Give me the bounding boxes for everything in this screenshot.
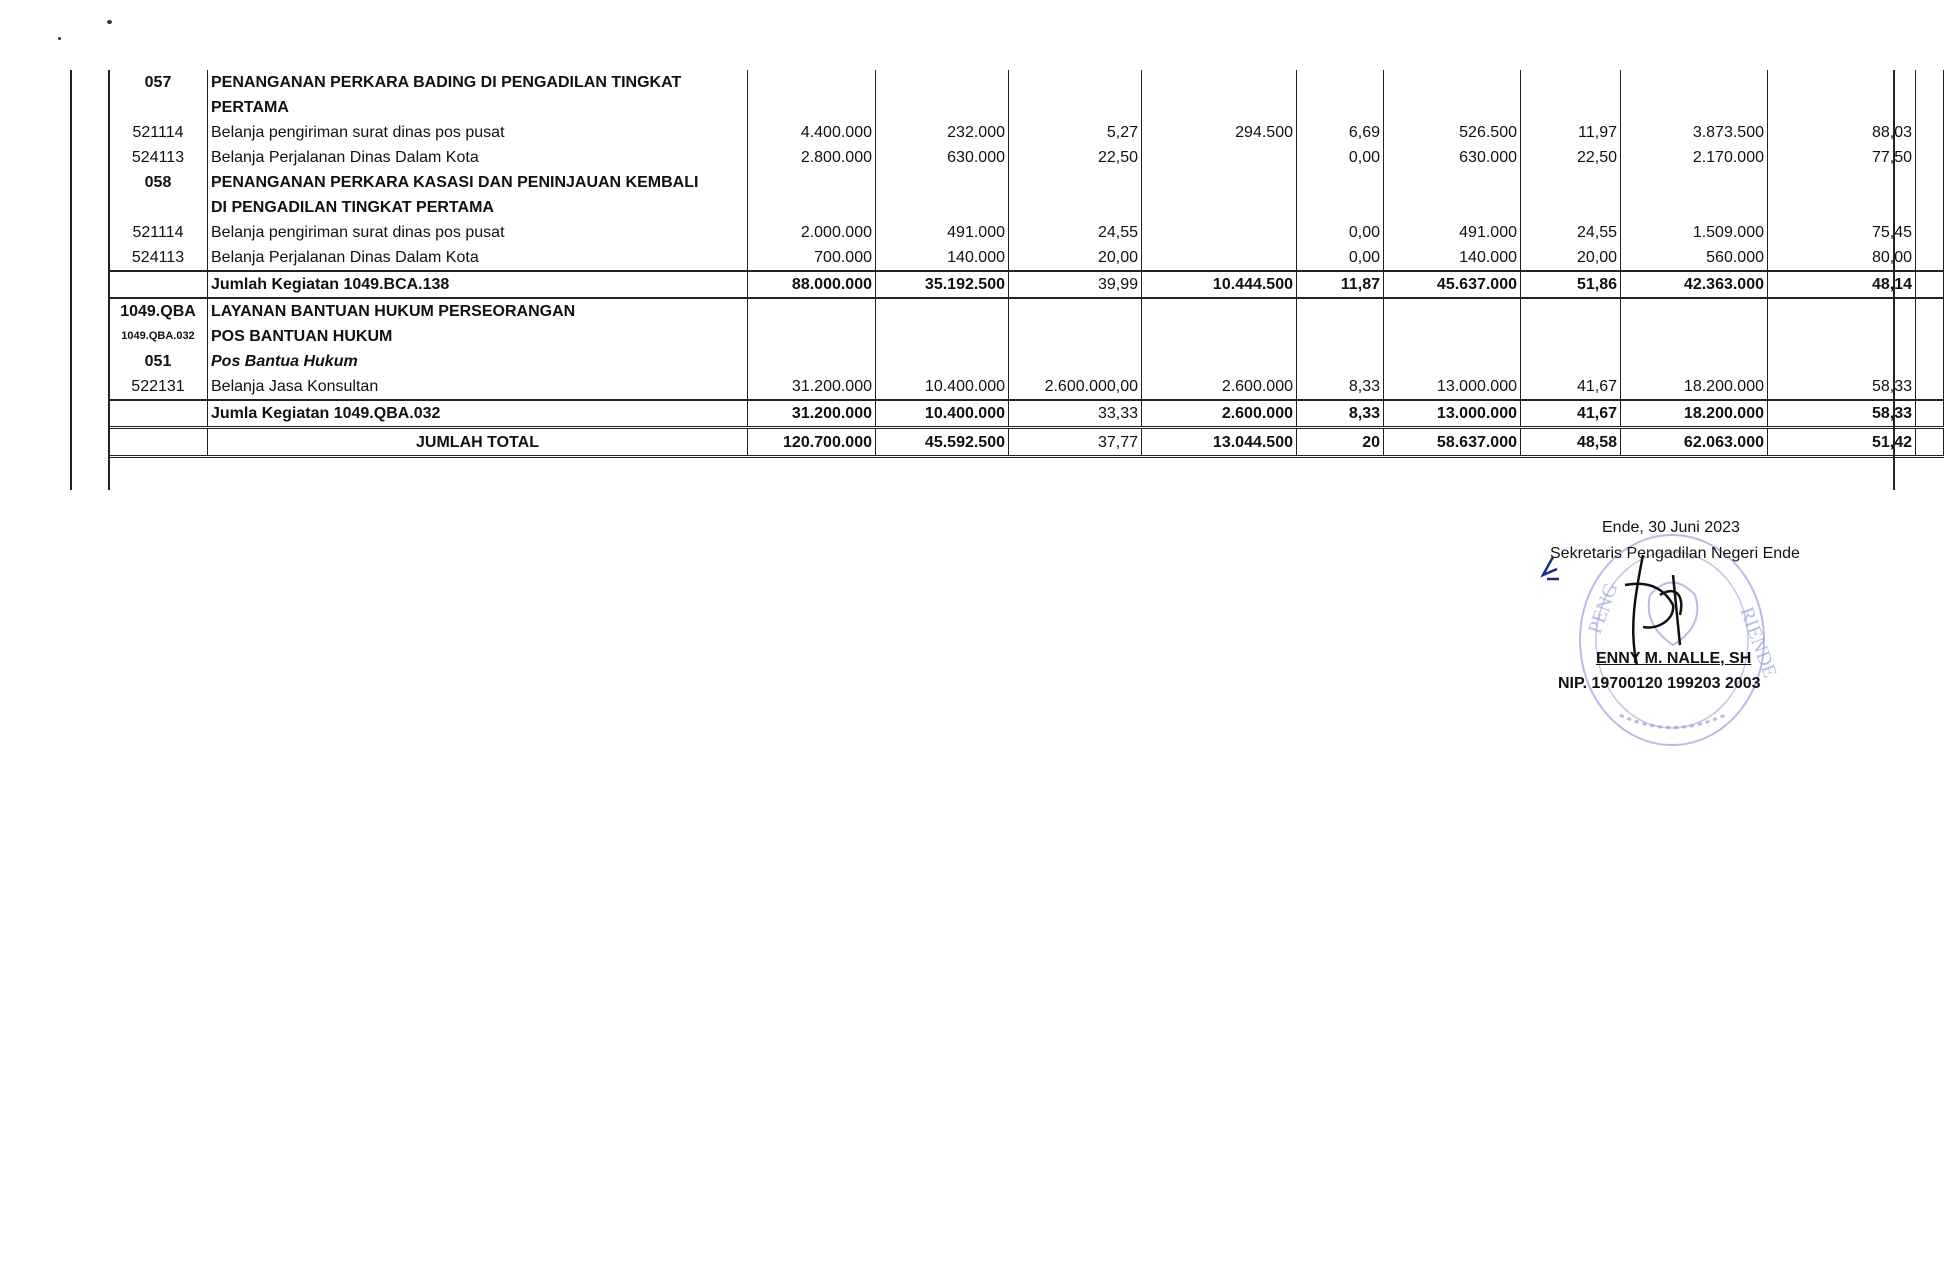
value-cell: 140.000 bbox=[1384, 245, 1521, 271]
account-code bbox=[109, 400, 208, 428]
value-cell: 491.000 bbox=[876, 220, 1009, 245]
value-cell bbox=[1009, 70, 1142, 95]
value-cell bbox=[1384, 298, 1521, 324]
description: Jumla Kegiatan 1049.QBA.032 bbox=[208, 400, 748, 428]
account-code bbox=[109, 428, 208, 457]
value-cell: 58,33 bbox=[1768, 374, 1916, 400]
value-cell: 62.063.000 bbox=[1621, 428, 1768, 457]
value-cell bbox=[1297, 70, 1384, 95]
value-cell bbox=[1142, 195, 1297, 220]
value-cell bbox=[1621, 298, 1768, 324]
value-cell bbox=[876, 70, 1009, 95]
value-cell: 77,50 bbox=[1768, 145, 1916, 170]
value-cell bbox=[1384, 324, 1521, 349]
value-cell bbox=[1384, 349, 1521, 374]
value-cell bbox=[1384, 95, 1521, 120]
value-cell: 31.200.000 bbox=[748, 400, 876, 428]
value-cell: 232.000 bbox=[876, 120, 1009, 145]
value-cell: 120.700.000 bbox=[748, 428, 876, 457]
value-cell bbox=[1142, 170, 1297, 195]
table-row bbox=[109, 70, 1944, 95]
account-code: 524113 bbox=[109, 245, 208, 271]
value-cell: 13.000.000 bbox=[1384, 374, 1521, 400]
description: DI PENGADILAN TINGKAT PERTAMA bbox=[208, 195, 748, 220]
value-cell: 22,50 bbox=[1521, 145, 1621, 170]
value-cell bbox=[748, 298, 876, 324]
value-cell bbox=[1916, 195, 1944, 220]
value-cell bbox=[876, 170, 1009, 195]
table-row bbox=[109, 120, 1944, 145]
description: Belanja Perjalanan Dinas Dalam Kota bbox=[208, 145, 748, 170]
value-cell: 20 bbox=[1297, 428, 1384, 457]
value-cell bbox=[1297, 95, 1384, 120]
value-cell bbox=[1521, 195, 1621, 220]
table-row bbox=[109, 245, 1944, 271]
value-cell bbox=[876, 95, 1009, 120]
description: Belanja pengiriman surat dinas pos pusat bbox=[208, 220, 748, 245]
value-cell bbox=[1297, 195, 1384, 220]
value-cell: 0,00 bbox=[1297, 220, 1384, 245]
description: JUMLAH TOTAL bbox=[208, 428, 748, 457]
value-cell bbox=[1142, 245, 1297, 271]
description: Pos Bantua Hukum bbox=[208, 349, 748, 374]
value-cell bbox=[1621, 324, 1768, 349]
value-cell bbox=[1621, 95, 1768, 120]
value-cell: 45.637.000 bbox=[1384, 271, 1521, 298]
value-cell: 42.363.000 bbox=[1621, 271, 1768, 298]
value-cell: 33,33 bbox=[1009, 400, 1142, 428]
description: PENANGANAN PERKARA KASASI DAN PENINJAUAN KEMBALI bbox=[208, 170, 748, 195]
value-cell: 560.000 bbox=[1621, 245, 1768, 271]
value-cell bbox=[1621, 195, 1768, 220]
value-cell: 18.200.000 bbox=[1621, 400, 1768, 428]
svg-text:PENG: PENG bbox=[1584, 580, 1623, 637]
value-cell bbox=[1009, 95, 1142, 120]
table-row bbox=[109, 95, 1944, 120]
value-cell: 526.500 bbox=[1384, 120, 1521, 145]
value-cell bbox=[1916, 298, 1944, 324]
value-cell: 294.500 bbox=[1142, 120, 1297, 145]
value-cell bbox=[1142, 70, 1297, 95]
table-row bbox=[109, 374, 1944, 400]
value-cell: 35.192.500 bbox=[876, 271, 1009, 298]
budget-realization-table bbox=[108, 70, 1944, 458]
account-code: 051 bbox=[109, 349, 208, 374]
value-cell: 18.200.000 bbox=[1621, 374, 1768, 400]
value-cell: 0,00 bbox=[1297, 245, 1384, 271]
value-cell bbox=[1916, 220, 1944, 245]
value-cell: 2.600.000 bbox=[1142, 374, 1297, 400]
signature-position: Sekretaris Pengadilan Negeri Ende bbox=[1550, 545, 1800, 562]
value-cell: 630.000 bbox=[1384, 145, 1521, 170]
value-cell bbox=[1142, 220, 1297, 245]
value-cell bbox=[1916, 95, 1944, 120]
description: Jumlah Kegiatan 1049.BCA.138 bbox=[208, 271, 748, 298]
value-cell bbox=[1621, 349, 1768, 374]
value-cell: 3.873.500 bbox=[1621, 120, 1768, 145]
value-cell: 45.592.500 bbox=[876, 428, 1009, 457]
value-cell: 22,50 bbox=[1009, 145, 1142, 170]
value-cell bbox=[1768, 70, 1916, 95]
value-cell bbox=[748, 170, 876, 195]
value-cell bbox=[876, 349, 1009, 374]
scan-mark bbox=[58, 37, 61, 40]
account-code: 522131 bbox=[109, 374, 208, 400]
value-cell: 58,33 bbox=[1768, 400, 1916, 428]
value-cell bbox=[1768, 195, 1916, 220]
description: POS BANTUAN HUKUM bbox=[208, 324, 748, 349]
value-cell: 20,00 bbox=[1521, 245, 1621, 271]
value-cell: 0,00 bbox=[1297, 145, 1384, 170]
table-row bbox=[109, 271, 1944, 298]
value-cell bbox=[1521, 70, 1621, 95]
value-cell: 2.000.000 bbox=[748, 220, 876, 245]
value-cell bbox=[1916, 374, 1944, 400]
outer-frame-left bbox=[70, 70, 110, 490]
description: LAYANAN BANTUAN HUKUM PERSEORANGAN bbox=[208, 298, 748, 324]
value-cell: 88,03 bbox=[1768, 120, 1916, 145]
value-cell bbox=[1297, 298, 1384, 324]
table-row bbox=[109, 220, 1944, 245]
value-cell bbox=[1916, 145, 1944, 170]
value-cell: 37,77 bbox=[1009, 428, 1142, 457]
value-cell bbox=[1768, 170, 1916, 195]
table-row bbox=[109, 145, 1944, 170]
value-cell bbox=[1142, 95, 1297, 120]
value-cell bbox=[1142, 349, 1297, 374]
value-cell bbox=[1916, 70, 1944, 95]
value-cell bbox=[1916, 349, 1944, 374]
value-cell: 13.000.000 bbox=[1384, 400, 1521, 428]
value-cell bbox=[1297, 324, 1384, 349]
value-cell: 11,87 bbox=[1297, 271, 1384, 298]
value-cell: 4.400.000 bbox=[748, 120, 876, 145]
signature-place-date: Ende, 30 Juni 2023 bbox=[1602, 519, 1740, 536]
scan-mark bbox=[107, 20, 112, 24]
value-cell bbox=[1768, 349, 1916, 374]
value-cell bbox=[1384, 70, 1521, 95]
value-cell bbox=[1521, 170, 1621, 195]
value-cell: 2.800.000 bbox=[748, 145, 876, 170]
value-cell bbox=[1384, 170, 1521, 195]
value-cell: 140.000 bbox=[876, 245, 1009, 271]
value-cell bbox=[1521, 324, 1621, 349]
value-cell: 10.400.000 bbox=[876, 374, 1009, 400]
account-code: 521114 bbox=[109, 120, 208, 145]
value-cell bbox=[1916, 400, 1944, 428]
table-row bbox=[109, 349, 1944, 374]
value-cell bbox=[1297, 170, 1384, 195]
value-cell bbox=[1621, 70, 1768, 95]
value-cell bbox=[1521, 349, 1621, 374]
value-cell: 2.170.000 bbox=[1621, 145, 1768, 170]
account-code: 058 bbox=[109, 170, 208, 195]
description: Belanja Jasa Konsultan bbox=[208, 374, 748, 400]
value-cell: 31.200.000 bbox=[748, 374, 876, 400]
account-code bbox=[109, 195, 208, 220]
value-cell: 491.000 bbox=[1384, 220, 1521, 245]
value-cell bbox=[1142, 298, 1297, 324]
value-cell bbox=[1521, 95, 1621, 120]
value-cell bbox=[748, 324, 876, 349]
description: Belanja Perjalanan Dinas Dalam Kota bbox=[208, 245, 748, 271]
value-cell: 700.000 bbox=[748, 245, 876, 271]
value-cell bbox=[1384, 195, 1521, 220]
value-cell bbox=[1009, 324, 1142, 349]
value-cell: 80,00 bbox=[1768, 245, 1916, 271]
table-row bbox=[109, 324, 1944, 349]
value-cell bbox=[1916, 245, 1944, 271]
account-code bbox=[109, 271, 208, 298]
value-cell bbox=[1768, 298, 1916, 324]
account-code: 1049.QBA bbox=[109, 298, 208, 324]
svg-text:RIENDE: RIENDE bbox=[1735, 604, 1782, 681]
table-row bbox=[109, 400, 1944, 428]
value-cell: 630.000 bbox=[876, 145, 1009, 170]
value-cell bbox=[1009, 349, 1142, 374]
table-row bbox=[109, 170, 1944, 195]
account-code: 524113 bbox=[109, 145, 208, 170]
description: Belanja pengiriman surat dinas pos pusat bbox=[208, 120, 748, 145]
value-cell: 8,33 bbox=[1297, 374, 1384, 400]
value-cell bbox=[748, 195, 876, 220]
value-cell bbox=[1521, 298, 1621, 324]
account-code bbox=[109, 95, 208, 120]
value-cell bbox=[1916, 170, 1944, 195]
value-cell: 58.637.000 bbox=[1384, 428, 1521, 457]
value-cell: 24,55 bbox=[1521, 220, 1621, 245]
value-cell bbox=[748, 349, 876, 374]
value-cell bbox=[1009, 298, 1142, 324]
value-cell bbox=[748, 70, 876, 95]
value-cell: 2.600.000 bbox=[1142, 400, 1297, 428]
description: PERTAMA bbox=[208, 95, 748, 120]
value-cell: 6,69 bbox=[1297, 120, 1384, 145]
value-cell bbox=[1142, 145, 1297, 170]
account-code: 057 bbox=[109, 70, 208, 95]
value-cell: 8,33 bbox=[1297, 400, 1384, 428]
value-cell: 10.444.500 bbox=[1142, 271, 1297, 298]
value-cell: 51,42 bbox=[1768, 428, 1916, 457]
table-row bbox=[109, 298, 1944, 324]
value-cell bbox=[1768, 324, 1916, 349]
value-cell bbox=[1297, 349, 1384, 374]
value-cell bbox=[1621, 170, 1768, 195]
value-cell: 48,14 bbox=[1768, 271, 1916, 298]
value-cell bbox=[748, 95, 876, 120]
signatory-name: ENNY M. NALLE, SH bbox=[1596, 650, 1752, 667]
value-cell: 1.509.000 bbox=[1621, 220, 1768, 245]
signatory-nip: NIP. 19700120 199203 2003 bbox=[1558, 675, 1761, 692]
table-row bbox=[109, 428, 1944, 457]
value-cell bbox=[876, 298, 1009, 324]
value-cell: 39,99 bbox=[1009, 271, 1142, 298]
value-cell bbox=[1768, 95, 1916, 120]
value-cell bbox=[1142, 324, 1297, 349]
value-cell bbox=[1916, 428, 1944, 457]
value-cell: 51,86 bbox=[1521, 271, 1621, 298]
value-cell: 11,97 bbox=[1521, 120, 1621, 145]
value-cell: 10.400.000 bbox=[876, 400, 1009, 428]
value-cell bbox=[1916, 271, 1944, 298]
value-cell bbox=[876, 324, 1009, 349]
value-cell: 24,55 bbox=[1009, 220, 1142, 245]
description: PENANGANAN PERKARA BADING DI PENGADILAN TINGKAT bbox=[208, 70, 748, 95]
value-cell: 13.044.500 bbox=[1142, 428, 1297, 457]
table-row bbox=[109, 195, 1944, 220]
value-cell bbox=[1009, 195, 1142, 220]
account-code: 521114 bbox=[109, 220, 208, 245]
value-cell: 5,27 bbox=[1009, 120, 1142, 145]
value-cell bbox=[1009, 170, 1142, 195]
value-cell bbox=[1916, 120, 1944, 145]
value-cell: 41,67 bbox=[1521, 374, 1621, 400]
value-cell: 2.600.000,00 bbox=[1009, 374, 1142, 400]
value-cell: 20,00 bbox=[1009, 245, 1142, 271]
value-cell: 88.000.000 bbox=[748, 271, 876, 298]
account-code: 1049.QBA.032 bbox=[109, 324, 208, 349]
value-cell: 41,67 bbox=[1521, 400, 1621, 428]
value-cell: 48,58 bbox=[1521, 428, 1621, 457]
value-cell bbox=[876, 195, 1009, 220]
value-cell bbox=[1916, 324, 1944, 349]
value-cell: 75,45 bbox=[1768, 220, 1916, 245]
